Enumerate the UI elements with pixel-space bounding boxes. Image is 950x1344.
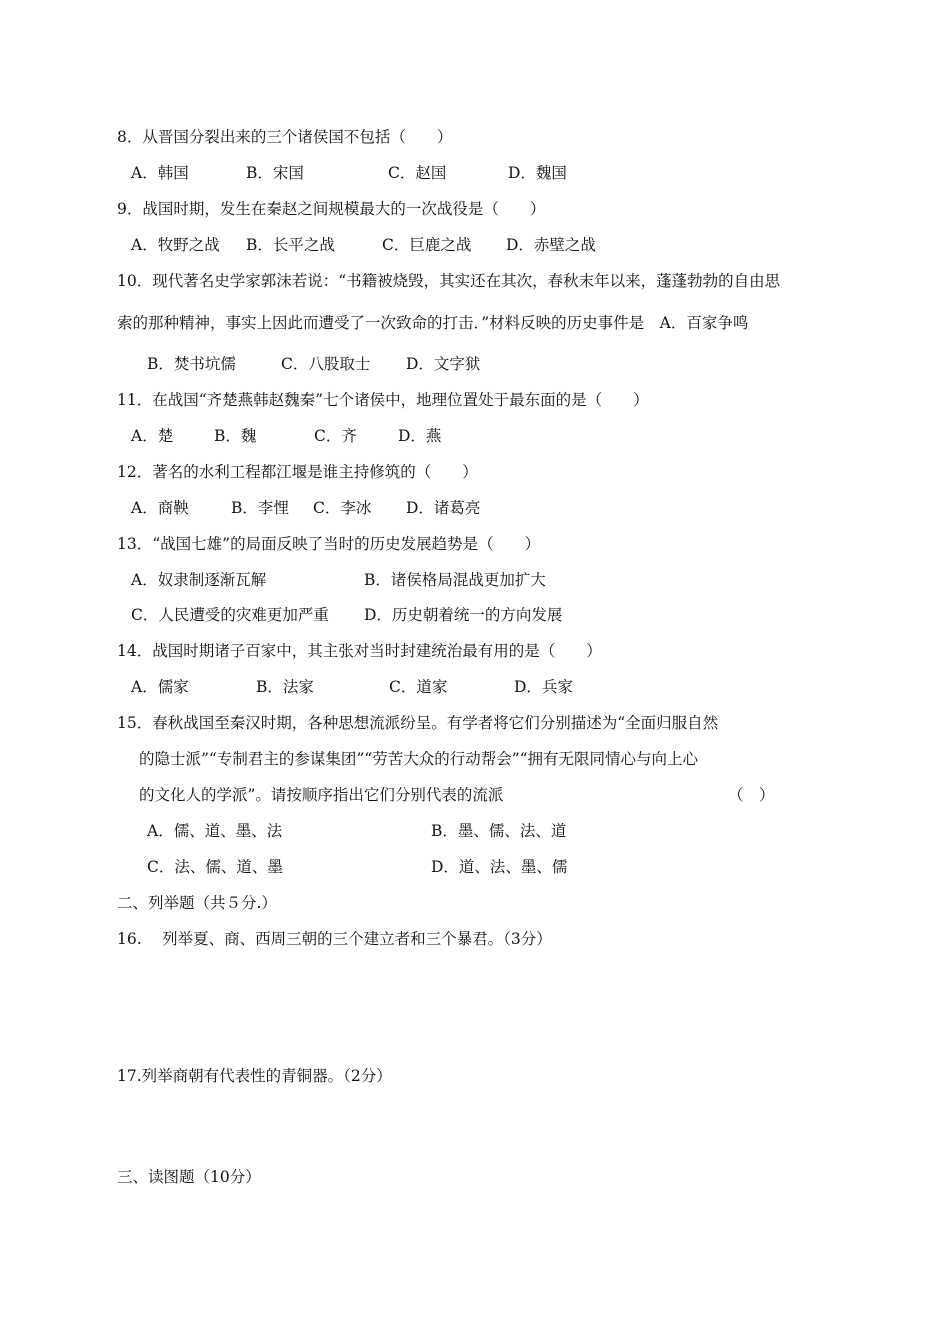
question-12-option-c: C．李冰 xyxy=(313,499,372,517)
question-10-option-b: B．焚书坑儒 xyxy=(147,355,236,373)
question-14-option-b: B．法家 xyxy=(256,678,314,696)
question-13-option-c: C．人民遭受的灾难更加严重 xyxy=(131,606,329,624)
question-14-stem: 14．战国时期诸子百家中，其主张对当时封建统治最有用的是（ ） xyxy=(117,642,602,660)
question-13-option-b: B．诸侯格局混战更加扩大 xyxy=(364,571,546,589)
question-10-stem-line2: 索的那种精神，事实上因此而遭受了一次致命的打击．”材料反映的历史事件是 A．百家争鸣 xyxy=(117,314,749,332)
question-10-option-c: C．八股取士 xyxy=(281,355,371,373)
question-9-option-a: A．牧野之战 xyxy=(131,236,220,254)
question-8-option-a: A．韩国 xyxy=(131,164,189,182)
question-15-option-a: A．儒、道、墨、法 xyxy=(147,822,283,840)
section-2-title: 二、列举题（共５分.） xyxy=(117,894,277,912)
question-9-stem: 9．战国时期，发生在秦赵之间规模最大的一次战役是（ ） xyxy=(117,200,546,218)
question-15-answer-bracket: （ ） xyxy=(728,786,775,804)
question-8-option-d: D．魏国 xyxy=(508,164,567,182)
question-15-stem-line2: 的隐士派”“专制君主的参谋集团”“劳苦大众的行动帮会”“拥有无限同情心与向上心 xyxy=(139,750,699,768)
question-13-option-d: D．历史朝着统一的方向发展 xyxy=(364,606,563,624)
question-15-option-c: C．法、儒、道、墨 xyxy=(147,858,283,876)
question-14-option-c: C．道家 xyxy=(389,678,448,696)
question-8-stem: 8．从晋国分裂出来的三个诸侯国不包括（ ） xyxy=(117,128,453,146)
question-15-stem-line3: 的文化人的学派”。请按顺序指出它们分别代表的流派 xyxy=(139,786,504,804)
question-12-stem: 12．著名的水利工程都江堰是谁主持修筑的（ ） xyxy=(117,463,478,481)
question-11-option-b: B．魏 xyxy=(214,427,257,445)
question-15-option-b: B．墨、儒、法、道 xyxy=(431,822,567,840)
question-11-option-d: D．燕 xyxy=(398,427,442,445)
question-14-option-d: D．兵家 xyxy=(514,678,573,696)
question-14-option-a: A．儒家 xyxy=(131,678,189,696)
question-11-option-a: A．楚 xyxy=(131,427,174,445)
question-11-stem: 11．在战国“齐楚燕韩赵魏秦”七个诸侯中，地理位置处于最东面的是（ ） xyxy=(117,391,649,409)
question-12-option-b: B．李悝 xyxy=(231,499,289,517)
section-3-title: 三、读图题（10分） xyxy=(117,1168,261,1186)
question-13-option-a: A．奴隶制逐渐瓦解 xyxy=(131,571,267,589)
question-12-option-a: A．商鞅 xyxy=(131,499,189,517)
question-9-option-b: B．长平之战 xyxy=(246,236,335,254)
question-11-option-c: C．齐 xyxy=(314,427,357,445)
question-9-option-d: D．赤壁之战 xyxy=(506,236,596,254)
question-16: 16. 列举夏、商、西周三朝的三个建立者和三个暴君。（3分） xyxy=(117,930,552,948)
question-17: 17.列举商朝有代表性的青铜器。（2分） xyxy=(117,1067,392,1085)
question-13-stem: 13．“战国七雄”的局面反映了当时的历史发展趋势是（ ） xyxy=(117,535,541,553)
question-9-option-c: C．巨鹿之战 xyxy=(382,236,472,254)
question-15-option-d: D．道、法、墨、儒 xyxy=(431,858,568,876)
question-10-option-d: D．文字狱 xyxy=(406,355,481,373)
question-12-option-d: D．诸葛亮 xyxy=(406,499,481,517)
question-8-option-b: B．宋国 xyxy=(246,164,304,182)
question-8-option-c: C．赵国 xyxy=(388,164,447,182)
question-10-stem-line1: 10．现代著名史学家郭沫若说：“书籍被烧毁，其实还在其次，春秋末年以来，蓬蓬勃勃的自由思 xyxy=(117,272,781,290)
question-15-stem-line1: 15．春秋战国至秦汉时期，各种思想流派纷呈。有学者将它们分别描述为“全面归服自然 xyxy=(117,714,719,732)
